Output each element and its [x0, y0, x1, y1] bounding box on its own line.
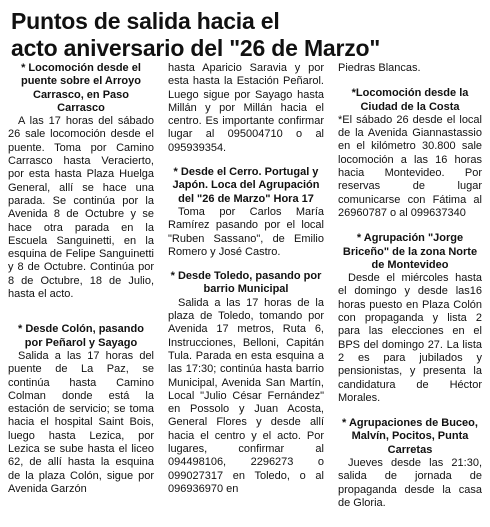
section-body: *El sábado 26 desde el local de la Avenida Giannastassio en el kilómetro 30.800 sale locomoción a las 16 horas hacia Montevideo. Por reservas de lugar comunicarse con Fátima al 26960787 o al 099637340: [338, 113, 482, 219]
section-heading: * Desde Toledo, pasando por barrio Municipal: [170, 270, 322, 296]
section-heading: * Desde Colón, pasando por Peñarol y Sayago: [18, 323, 144, 349]
section-body: Toma por Carlos María Ramírez pasando por el local "Ruben Sassano", de Emilio Romero y José Castro.: [168, 205, 324, 258]
column-3: [330, 62, 482, 527]
column-1: [8, 62, 160, 527]
column-2: [160, 62, 330, 527]
section-body: A las 17 horas del sábado 26 sale locomoción desde el puente. Toma por Camino Carrasco hasta Veracierto, por esta hasta Plaza Huelga General, allí se hace una parada. Se continúa por la Avenida 8 de Octubre y se hace otra parada en la Escuela Sanguinetti, en la esquina de Felipe Sanguinetti y 8 de Octubre. Continúa por 8 de Octubre, 18 de Julio, hasta el acto.: [8, 115, 154, 301]
section-heading: *Locomoción desde la Ciudad de la Costa: [351, 87, 469, 113]
section-body: Desde el miércoles hasta el domingo y desde las16 horas puesto en Plaza Colón con propaganda y lista 2 para las elecciones en el BPS del domingo 27. La lista 2 es para jubilados y pensionistas, y presenta la candidatura de Héctor Morales.: [338, 272, 482, 404]
section-body-continued: hasta Aparicio Saravia y por esta hasta la Estación Peñarol. Luego sigue por Sayago hasta Millán y por Millán hacia el centro. Es importante confirmar lugar al 095004710 o al 095939354.: [168, 62, 324, 154]
headline-line-2: acto aniversario del "26 de Marzo": [11, 35, 381, 61]
section-body: Salida a las 17 horas de la plaza de Toledo, tomando por Avenida 17 metros, Ruta 6, Instrucciones, Belloni, Capitán Tula. Parada en esta esquina a las 17:30; continúa hasta barrio Municipal, Avenida San Martín, Local "Julio César Fernández" en Possolo y Juan Acosta, General Flores y desde allí hacia el centro y el acto. Por lugares, confirmar al 094498106, 2296273 o 099027317 en Toledo, o al 096936970 en: [168, 296, 324, 495]
section-heading: * Desde el Cerro. Portugal y Japón. Loca del Agrupación del "26 de Marzo" Hora 17: [172, 166, 320, 205]
headline-line-1: Puntos de salida hacia el: [11, 8, 280, 34]
section-heading: * Agrupación "Jorge Briceño" de la zona Norte de Montevideo: [342, 232, 478, 271]
section-heading: * Locomoción desde el puente sobre el Arroyo Carrasco, en Paso Carrasco: [20, 62, 141, 114]
section-heading: * Agrupaciones de Buceo, Malvín, Pocitos, Punta Carretas: [342, 417, 478, 456]
article-columns: [8, 62, 484, 527]
section-body: Salida a las 17 horas del puente de La Paz, se continúa hasta Camino Colman donde está la estación de servicio; se toma hacia el hospital Saint Bois, luego hasta Lezica, por Lezica se sube hasta el liceo 62, de allí hasta la esquina de la plaza Colón, sigue por Avenida Garzón: [8, 349, 154, 495]
section-body-continued: Piedras Blancas.: [338, 62, 421, 74]
headline: [11, 8, 484, 62]
section-body: Jueves desde las 21:30, salida de jornada de propaganda desde la casa de Gloria.: [338, 457, 482, 509]
